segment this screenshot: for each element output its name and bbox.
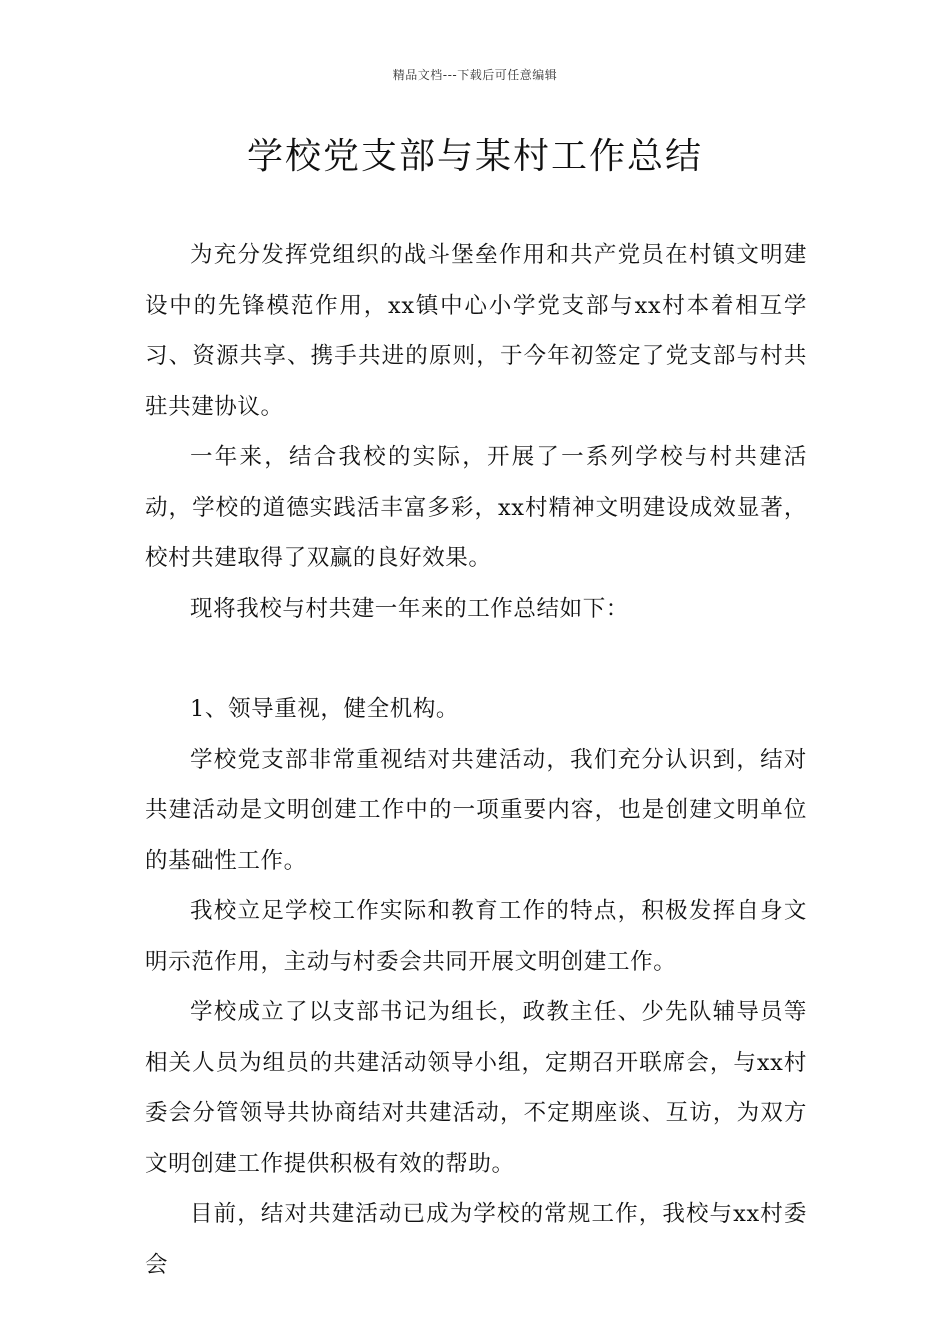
header-note: 精品文档---下载后可任意编辑 [392, 68, 558, 82]
paragraph: 现将我校与村共建一年来的工作总结如下： [190, 595, 629, 622]
paragraph: 我校立足学校工作实际和教育工作的特点，积极发挥自身文明示范作用，主动与村委会共同开展文明创建工作。 [145, 898, 807, 975]
paragraph: 学校成立了以支部书记为组长，政教主任、少先队辅导员等相关人员为组员的共建活动领导小组，定期召开联席会，与xx村委会分管领导共协商结对共建活动，不定期座谈、互访，为双方文明创建工作提供积极有效的帮助。 [145, 999, 807, 1177]
section-heading: 1、领导重视，健全机构。 [190, 696, 460, 722]
paragraph-spacer [145, 634, 807, 684]
document-title: 学校党支部与某村工作总结 [246, 136, 703, 177]
document-body [145, 230, 807, 1290]
paragraph: 为充分发挥党组织的战斗堡垒作用和共产党员在村镇文明建设中的先锋模范作用，xx镇中心小学党支部与xx村本着相互学习、资源共享、携手共进的原则，于今年初签定了党支部与村共驻共建协议。 [145, 242, 807, 420]
paragraph: 一年来，结合我校的实际，开展了一系列学校与村共建活动，学校的道德实践活丰富多彩，xx村精神文明建设成效显著，校村共建取得了双赢的良好效果。 [145, 444, 807, 571]
paragraph: 目前，结对共建活动已成为学校的常规工作，我校与xx村委会 [145, 1201, 807, 1278]
paragraph: 学校党支部非常重视结对共建活动，我们充分认识到，结对共建活动是文明创建工作中的一项重要内容，也是创建文明单位的基础性工作。 [145, 746, 807, 874]
